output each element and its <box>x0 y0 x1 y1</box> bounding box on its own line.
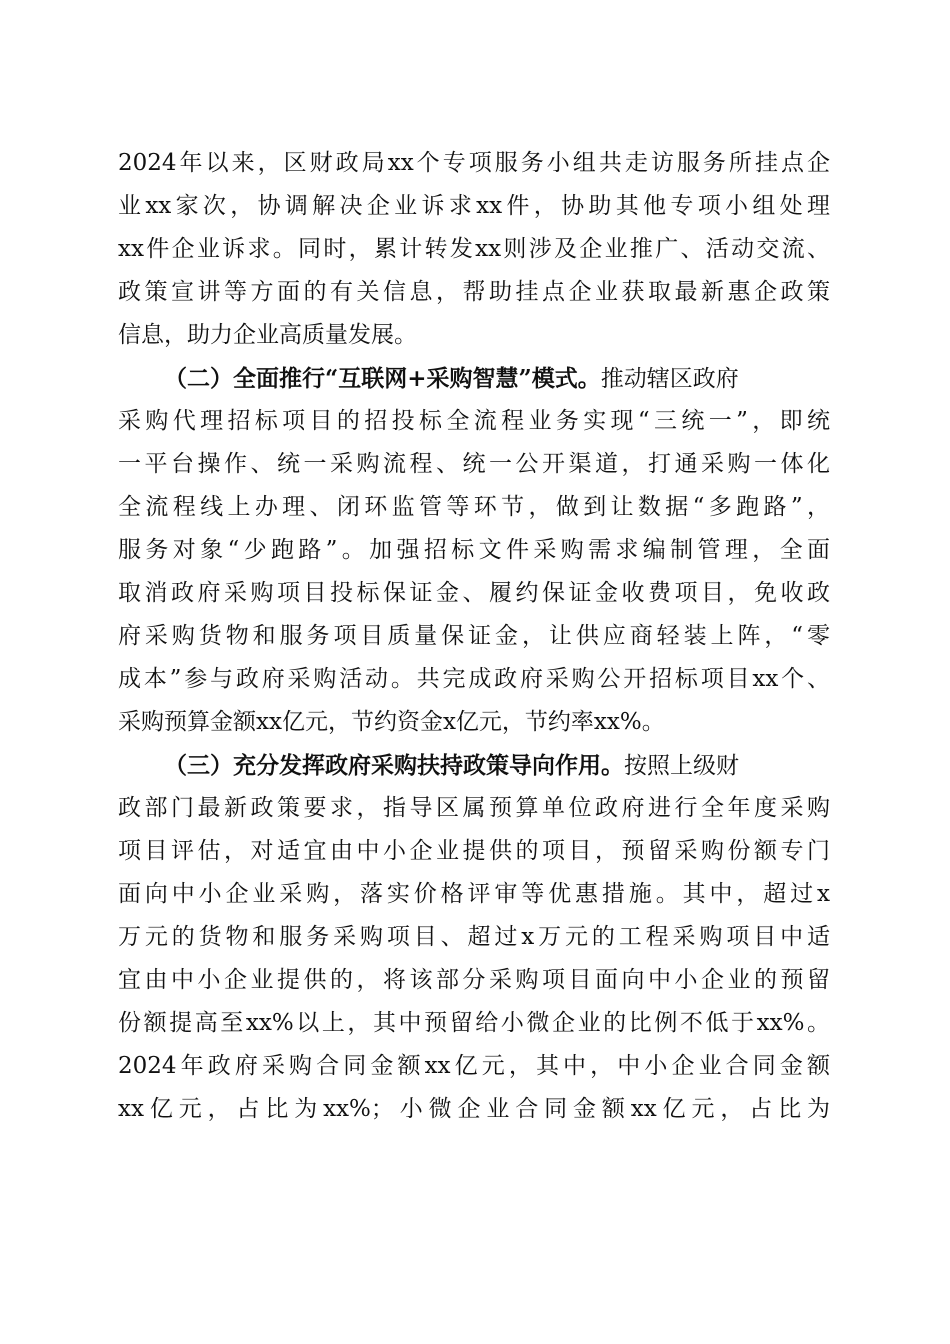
text-line: 一平台操作、统一采购流程、统一公开渠道，打通采购一体化 <box>118 451 830 477</box>
text-line: 政部门最新政策要求，指导区属预算单位政府进行全年度采购 <box>118 795 830 821</box>
text-line: 2024年政府采购合同金额xx亿元，其中，中小企业合同金额 <box>118 1053 830 1079</box>
text-line: 份额提高至xx%以上，其中预留给小微企业的比例不低于xx%。 <box>118 1010 830 1036</box>
text-line: 全流程线上办理、闭环监管等环节，做到让数据“多跑路”， <box>118 494 830 520</box>
text-line: 宜由中小企业提供的，将该部分采购项目面向中小企业的预留 <box>118 967 830 993</box>
text-run: 推动辖区政府 <box>600 366 739 392</box>
paragraph-1 <box>118 142 830 357</box>
text-line: 业xx家次，协调解决企业诉求xx件，协助其他专项小组处理 <box>118 193 830 219</box>
paragraph-3 <box>118 744 830 1131</box>
text-line: 信息，助力企业高质量发展。 <box>118 322 417 348</box>
text-line: 采购代理招标项目的招投标全流程业务实现“三统一”，即统 <box>118 408 830 434</box>
text-line: 2024年以来，区财政局xx个专项服务小组共走访服务所挂点企 <box>118 150 830 176</box>
paragraph-first-line <box>118 744 830 787</box>
document-page <box>118 142 830 1131</box>
section-heading-3: （三）充分发挥政府采购扶持政策导向作用。 <box>164 752 624 779</box>
text-line: xx亿元，占比为xx%；小微企业合同金额xx亿元，占比为 <box>118 1096 830 1122</box>
section-heading-2: （二）全面推行“互联网+采购智慧”模式。 <box>164 365 601 392</box>
text-line: 政策宣讲等方面的有关信息，帮助挂点企业获取最新惠企政策 <box>118 279 830 305</box>
paragraph-first-line <box>118 357 830 400</box>
text-line: 万元的货物和服务采购项目、超过x万元的工程采购项目中适 <box>118 924 830 950</box>
text-line: xx件企业诉求。同时，累计转发xx则涉及企业推广、活动交流、 <box>118 236 830 262</box>
paragraph-2 <box>118 357 830 744</box>
text-line: 面向中小企业采购，落实价格评审等优惠措施。其中，超过x <box>118 881 830 907</box>
text-line: 府采购货物和服务项目质量保证金，让供应商轻装上阵，“零 <box>118 623 830 649</box>
text-line: 服务对象“少跑路”。加强招标文件采购需求编制管理，全面 <box>118 537 830 563</box>
text-line: 项目评估，对适宜由中小企业提供的项目，预留采购份额专门 <box>118 838 830 864</box>
text-line: 成本”参与政府采购活动。共完成政府采购公开招标项目xx个、 <box>118 666 830 692</box>
text-run: 按照上级财 <box>624 753 739 779</box>
text-line: 采购预算金额xx亿元，节约资金x亿元，节约率xx%。 <box>118 709 665 735</box>
text-line: 取消政府采购项目投标保证金、履约保证金收费项目，免收政 <box>118 580 830 606</box>
